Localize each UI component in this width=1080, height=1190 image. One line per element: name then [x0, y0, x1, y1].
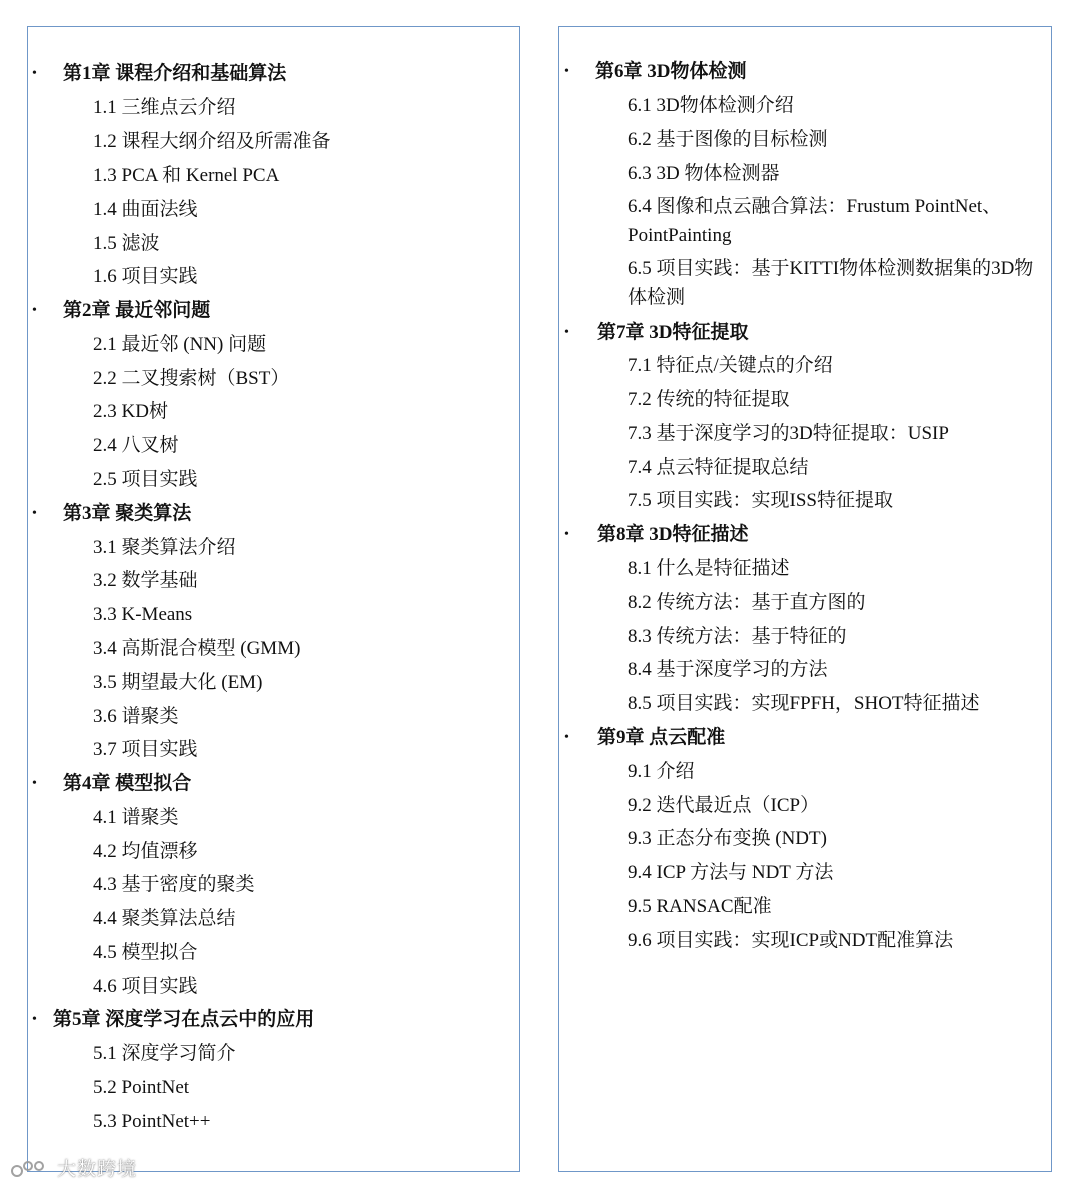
section-item: 7.2 传统的特征提取 [628, 389, 790, 410]
bullet: • [32, 66, 37, 81]
section-item: 6.1 3D物体检测介绍 [628, 95, 794, 116]
section-item: 3.2 数学基础 [93, 570, 198, 591]
bullet: • [564, 325, 569, 340]
section-item: 9.3 正态分布变换 (NDT) [628, 828, 827, 849]
watermark-logo [8, 1154, 137, 1183]
section-item: 4.4 聚类算法总结 [93, 908, 236, 929]
chapter-5-title: 第5章 深度学习在点云中的应用 [53, 1009, 315, 1030]
section-item: 6.4 图像和点云融合算法：Frustum PointNet、PointPainting [628, 196, 1002, 246]
section-item: 1.3 PCA 和 Kernel PCA [93, 165, 280, 186]
bullet: • [32, 776, 37, 791]
section-item: 3.6 谱聚类 [93, 706, 179, 727]
section-item: 4.5 模型拟合 [93, 942, 198, 963]
chapter-8-title: 第8章 3D特征描述 [597, 524, 749, 545]
section-item: 8.5 项目实践：实现FPFH，SHOT特征描述 [628, 693, 980, 714]
section-item: 7.5 项目实践：实现ISS特征提取 [628, 490, 893, 511]
section-item: 4.3 基于密度的聚类 [93, 874, 255, 895]
section-item: 1.1 三维点云介绍 [93, 97, 236, 118]
section-item: 8.1 什么是特征描述 [628, 558, 790, 579]
chapter-2-title: 第2章 最近邻问题 [63, 300, 211, 321]
section-item: 9.1 介绍 [628, 761, 695, 782]
section-item: 7.3 基于深度学习的3D特征提取：USIP [628, 423, 949, 444]
section-item: 9.5 RANSAC配准 [628, 896, 772, 917]
section-item: 4.1 谱聚类 [93, 807, 179, 828]
watermark-icon [8, 1157, 50, 1183]
section-item: 9.4 ICP 方法与 NDT 方法 [628, 862, 834, 883]
section-item: 6.5 项目实践：基于KITTI物体检测数据集的3D物体检测 [628, 258, 1034, 308]
section-item: 3.1 聚类算法介绍 [93, 537, 236, 558]
section-item: 1.5 滤波 [93, 233, 160, 254]
section-item: 7.1 特征点/关键点的介绍 [628, 355, 833, 376]
watermark-text: 大数跨境 [57, 1158, 138, 1180]
section-item: 1.4 曲面法线 [93, 199, 198, 220]
section-item: 3.5 期望最大化 (EM) [93, 672, 263, 693]
section-item: 3.7 项目实践 [93, 739, 198, 760]
bullet: • [564, 730, 569, 745]
section-item: 9.2 迭代最近点（ICP） [628, 795, 820, 816]
bullet: • [564, 527, 569, 542]
section-item: 6.2 基于图像的目标检测 [628, 129, 828, 150]
section-item: 5.1 深度学习简介 [93, 1043, 236, 1064]
section-item: 1.2 课程大纲介绍及所需准备 [93, 131, 331, 152]
section-item: 6.3 3D 物体检测器 [628, 163, 780, 184]
section-item: 2.3 KD树 [93, 401, 168, 422]
chapter-7-title: 第7章 3D特征提取 [597, 322, 749, 343]
section-item: 9.6 项目实践：实现ICP或NDT配准算法 [628, 930, 954, 951]
section-item: 2.2 二叉搜索树（BST） [93, 368, 290, 389]
chapter-4-title: 第4章 模型拟合 [63, 773, 192, 794]
section-item: 5.3 PointNet++ [93, 1111, 211, 1132]
bullet: • [32, 1012, 37, 1027]
section-item: 5.2 PointNet [93, 1077, 190, 1098]
chapter-3-title: 第3章 聚类算法 [63, 503, 192, 524]
section-item: 1.6 项目实践 [93, 266, 198, 287]
chapter-9-title: 第9章 点云配准 [597, 727, 726, 748]
bullet: • [564, 64, 569, 79]
section-item: 3.3 K-Means [93, 604, 193, 625]
bullet: • [32, 506, 37, 521]
section-item: 8.4 基于深度学习的方法 [628, 659, 828, 680]
section-item: 3.4 高斯混合模型 (GMM) [93, 638, 301, 659]
section-item: 4.2 均值漂移 [93, 841, 198, 862]
chapter-1-title: 第1章 课程介绍和基础算法 [63, 63, 287, 84]
bullet: • [32, 303, 37, 318]
section-item: 4.6 项目实践 [93, 976, 198, 997]
section-item: 7.4 点云特征提取总结 [628, 457, 809, 478]
section-item: 8.3 传统方法：基于特征的 [628, 626, 847, 647]
section-item: 2.5 项目实践 [93, 469, 198, 490]
chapter-6-title: 第6章 3D物体检测 [595, 61, 747, 82]
section-item: 2.4 八叉树 [93, 435, 179, 456]
section-item: 8.2 传统方法：基于直方图的 [628, 592, 866, 613]
section-item: 2.1 最近邻 (NN) 问题 [93, 334, 267, 355]
